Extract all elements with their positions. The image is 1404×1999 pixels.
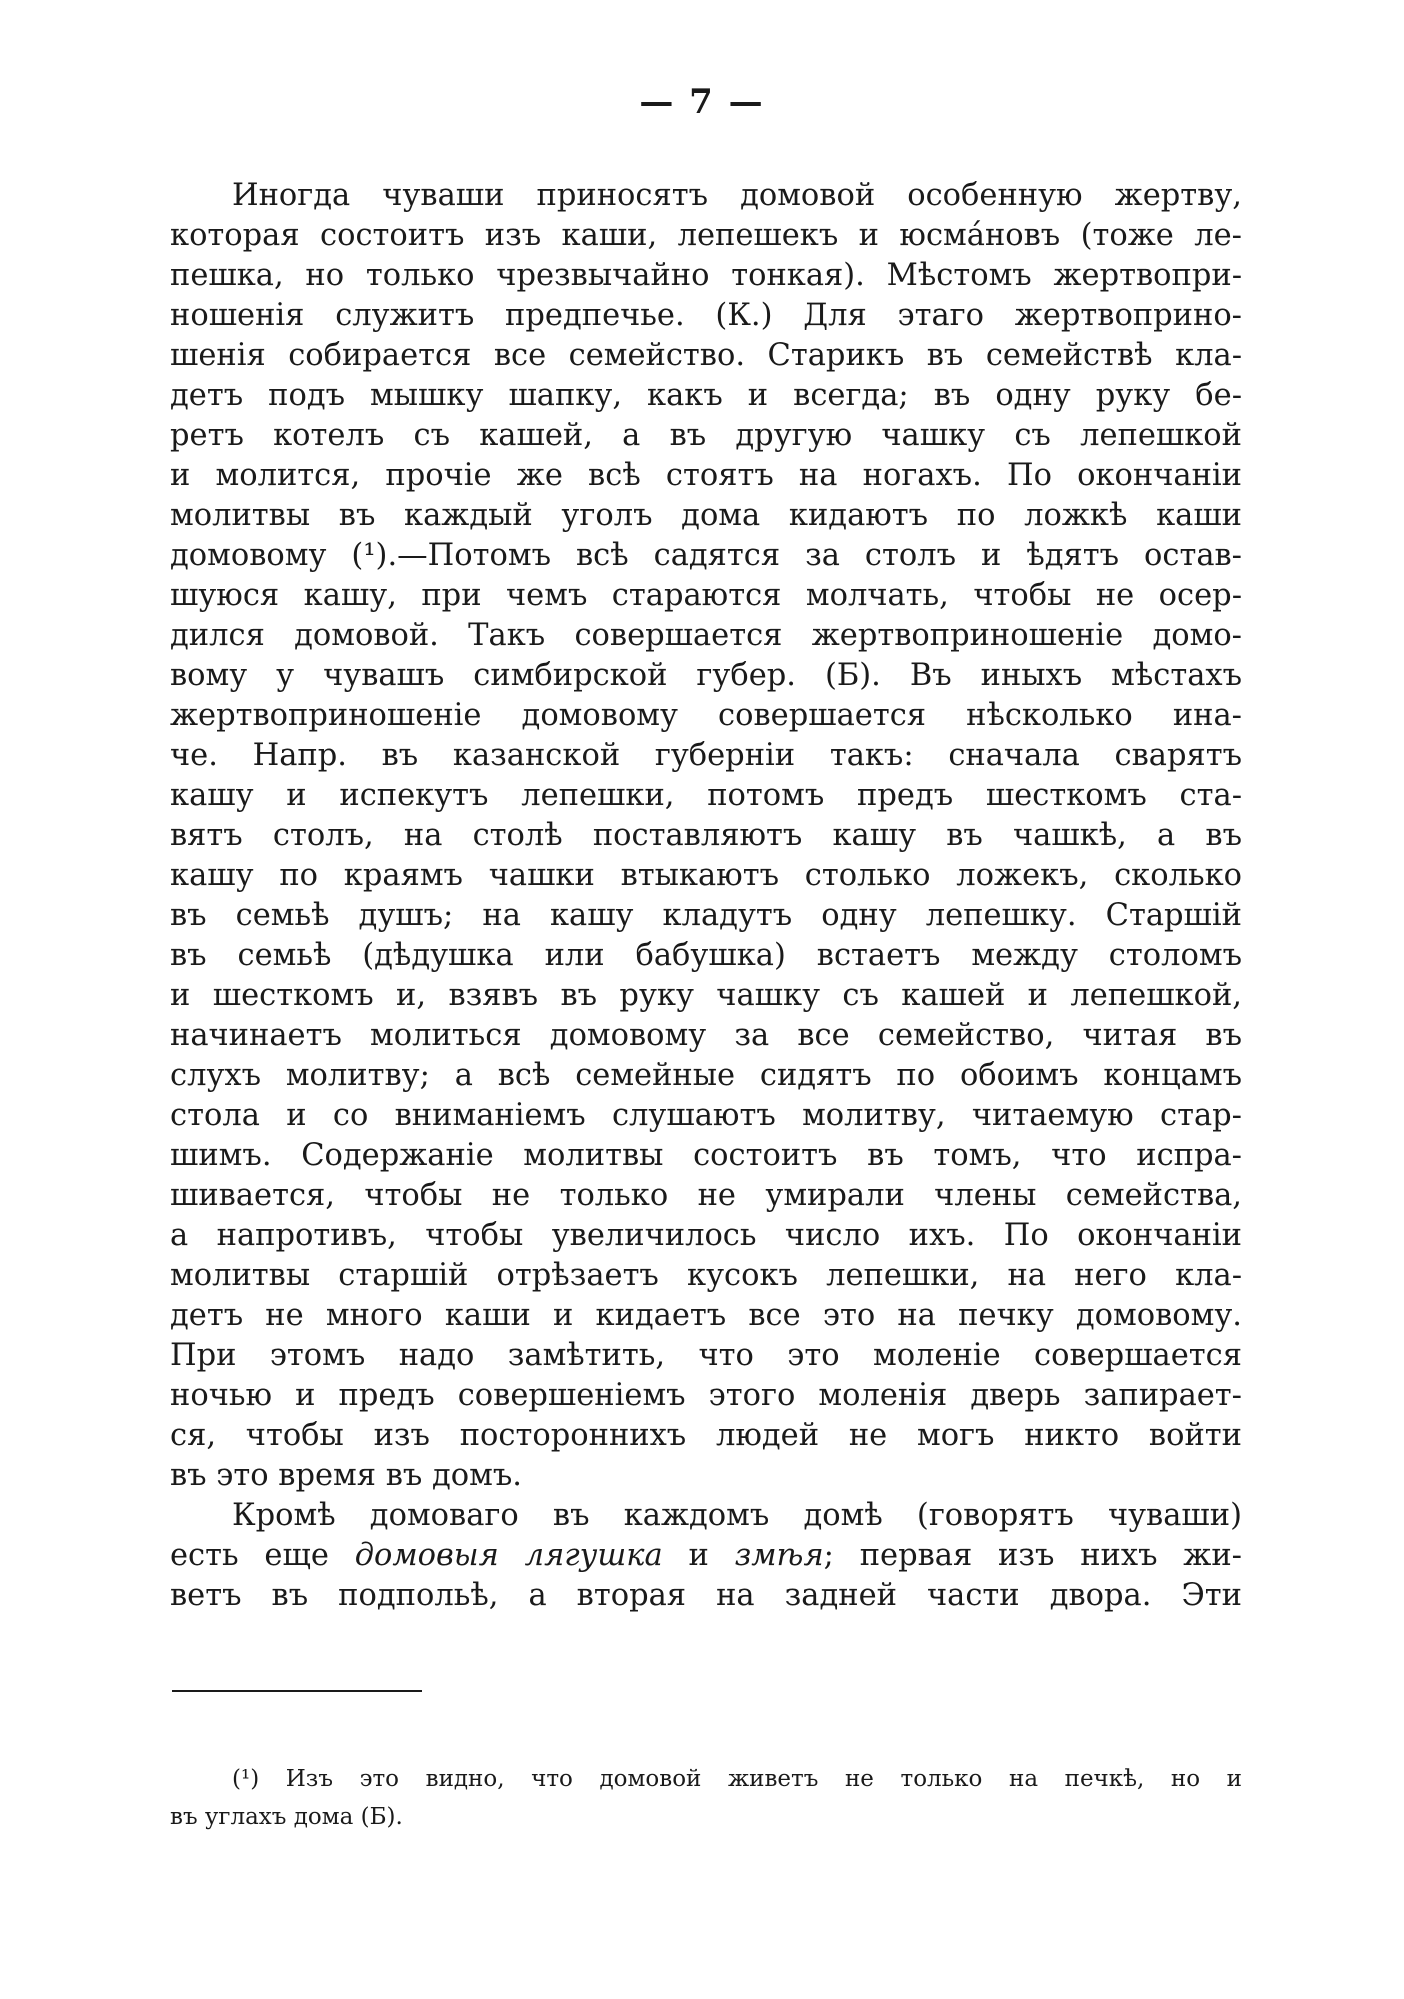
- text-line: и молится, прочіе же всѣ стоятъ на ногахъ. По окончаніи: [170, 458, 1242, 493]
- text-line: домовому (¹).—Потомъ всѣ садятся за столъ и ѣдятъ остав-: [170, 538, 1242, 573]
- text-line: дился домовой. Такъ совершается жертвоприношеніе домо-: [170, 618, 1242, 653]
- italic-term: домовыя лягушка: [354, 1538, 663, 1573]
- text-line: шуюся кашу, при чемъ стараются молчать, чтобы не осер-: [170, 578, 1242, 613]
- text-line: жертвоприношеніе домовому совершается нѣсколько ина-: [170, 698, 1242, 733]
- text-line: шимъ. Содержаніе молитвы состоитъ въ томъ, что испра-: [170, 1138, 1242, 1173]
- main-text: [170, 176, 1242, 1616]
- text-line: детъ не много каши и кидаетъ все это на печку домовому.: [170, 1298, 1242, 1333]
- text-line: ветъ въ подпольѣ, а вторая на задней части двора. Эти: [170, 1578, 1242, 1613]
- text-line: молитвы въ каждый уголъ дома кидаютъ по ложкѣ каши: [170, 498, 1242, 533]
- text-line: а напротивъ, чтобы увеличилось число ихъ. По окончаніи: [170, 1218, 1242, 1253]
- text-line: ношенія служитъ предпечье. (К.) Для этаго жертвоприно-: [170, 298, 1242, 333]
- text-line: детъ подъ мышку шапку, какъ и всегда; въ одну руку бе-: [170, 378, 1242, 413]
- text-line: че. Напр. въ казанской губерніи такъ: сначала сварятъ: [170, 738, 1242, 773]
- text-line: кашу по краямъ чашки втыкаютъ столько ложекъ, сколько: [170, 858, 1242, 893]
- text-line: пешка, но только чрезвычайно тонкая). Мѣстомъ жертвопри-: [170, 258, 1242, 293]
- text-line-with-italics: [170, 1536, 1242, 1576]
- footnote-line: въ углахъ дома (Б).: [170, 1804, 403, 1830]
- text-segment: есть еще: [170, 1538, 355, 1573]
- text-line: ночью и предъ совершеніемъ этого моленія дверь запирает-: [170, 1378, 1242, 1413]
- text-segment: и: [662, 1538, 735, 1573]
- text-line: Кромѣ домоваго въ каждомъ домѣ (говорятъ чуваши): [232, 1498, 1242, 1533]
- text-line: слухъ молитву; а всѣ семейные сидятъ по обоимъ концамъ: [170, 1058, 1242, 1093]
- text-line: ретъ котелъ съ кашей, а въ другую чашку съ лепешкой: [170, 418, 1242, 453]
- text-line: ся, чтобы изъ постороннихъ людей не могъ никто войти: [170, 1418, 1242, 1453]
- text-line: начинаетъ молиться домовому за все семейство, читая въ: [170, 1018, 1242, 1053]
- text-line: которая состоитъ изъ каши, лепешекъ и юсмáновъ (тоже ле-: [170, 218, 1242, 253]
- footnote-divider: [172, 1690, 422, 1692]
- italic-term: змѣя: [734, 1538, 824, 1573]
- text-line: вятъ столъ, на столѣ поставляютъ кашу въ чашкѣ, а въ: [170, 818, 1242, 853]
- footnotes: [170, 1760, 1242, 1836]
- text-line: Иногда чуваши приносятъ домовой особенную жертву,: [232, 178, 1242, 213]
- text-segment: ; первая изъ нихъ жи-: [823, 1538, 1242, 1573]
- text-line: вому у чувашъ симбирской губер. (Б). Въ иныхъ мѣстахъ: [170, 658, 1242, 693]
- text-line: шенія собирается все семейство. Старикъ въ семействѣ кла-: [170, 338, 1242, 373]
- text-line: При этомъ надо замѣтить, что это моленіе совершается: [170, 1338, 1242, 1373]
- text-line: стола и со вниманіемъ слушаютъ молитву, читаемую стар-: [170, 1098, 1242, 1133]
- text-line: въ семьѣ душъ; на кашу кладутъ одну лепешку. Старшій: [170, 898, 1242, 933]
- text-line: кашу и испекутъ лепешки, потомъ предъ шесткомъ ста-: [170, 778, 1242, 813]
- page-number: — 7 —: [639, 82, 765, 122]
- text-line: молитвы старшій отрѣзаетъ кусокъ лепешки, на него кла-: [170, 1258, 1242, 1293]
- footnote-line: (¹) Изъ это видно, что домовой живетъ не только на печкѣ, но и: [232, 1766, 1242, 1792]
- text-line: въ семьѣ (дѣдушка или бабушка) встаетъ между столомъ: [170, 938, 1242, 973]
- text-line: и шесткомъ и, взявъ въ руку чашку съ кашей и лепешкой,: [170, 978, 1242, 1013]
- text-line: въ это время въ домъ.: [170, 1458, 522, 1493]
- text-line: шивается, чтобы не только не умирали члены семейства,: [170, 1178, 1242, 1213]
